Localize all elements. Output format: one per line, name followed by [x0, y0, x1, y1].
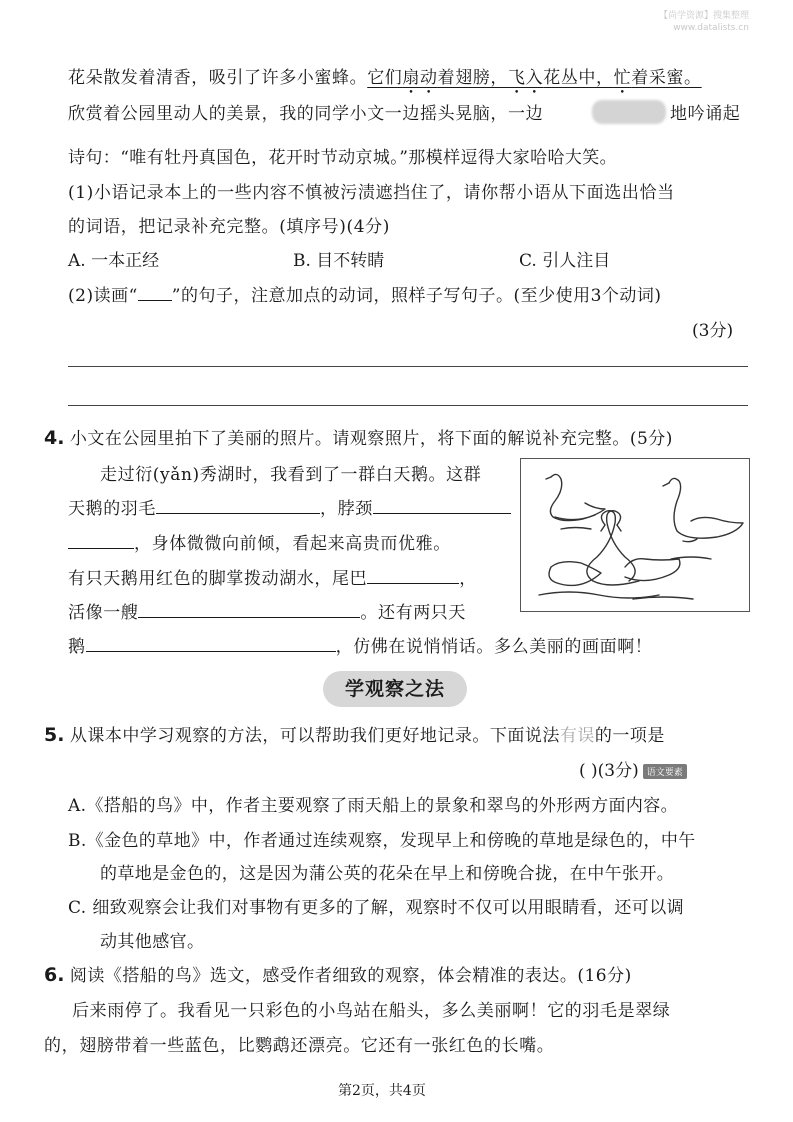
q4-text: ， — [459, 569, 477, 589]
blank-neck[interactable] — [373, 499, 511, 514]
q5-option-c-line2: 动其他感官。 — [100, 932, 205, 952]
q4-text: 。还有两只天 — [360, 603, 467, 623]
q4-text: 有只天鹅用红色的脚掌拨动湖水，尾巴 — [68, 569, 368, 589]
q4-line-4 — [68, 564, 477, 589]
q6-number: 6. — [44, 964, 65, 986]
language-element-tag: 语文要素 — [643, 764, 687, 779]
q5-option-b-line1: B.《金色的草地》中，作者通过连续观察，发现早上和傍晚的草地是绿色的，中午 — [68, 831, 696, 851]
watermark — [659, 10, 749, 34]
q4-stem: 小文在公园里拍下了美丽的照片。请观察照片，将下面的解说补充完整。(5分) — [69, 429, 673, 449]
watermark-line2: www.datalists.cn — [673, 23, 749, 33]
blank-two-swans[interactable] — [86, 637, 336, 652]
blank-feather[interactable] — [156, 499, 320, 514]
q5-option-b-line2: 的草地是金色的，这是因为蒲公英的花朵在早上和傍晚合拢，在中午张开。 — [100, 864, 675, 884]
q4-text: ，脖颈 — [320, 499, 373, 519]
answer-line-1[interactable] — [68, 366, 748, 367]
passage-line-2-right: 地吟诵起 — [670, 104, 741, 124]
dotted-verb: 忙 — [613, 68, 632, 88]
q4-line-3 — [68, 529, 451, 554]
q3-sub1-line1: (1)小语记录本上的一些内容不慎被污渍遮挡住了，请你帮小语从下面选出恰当 — [68, 183, 675, 203]
underlined-sentence — [367, 68, 701, 88]
passage-text: 花朵散发着清香，吸引了许多小蜜蜂。 — [68, 68, 368, 88]
q5-option-c-line1: C. 细致观察会让我们对事物有更多的了解，观察时不仅可以用眼睛看，还可以调 — [68, 898, 685, 918]
q4-text: ，身体微微向前倾，看起来高贵而优雅。 — [134, 534, 451, 554]
passage-line-1 — [68, 63, 702, 98]
passage-line-2-left: 欣赏着公园里动人的美景，我的同学小文一边摇头晃脑，一边 — [68, 104, 544, 124]
q4-line-1: 走过衍(yǎn)秀湖时，我看到了一群白天鹅。这群 — [100, 465, 482, 485]
q4-line-2 — [68, 494, 511, 519]
blank-tail[interactable] — [367, 569, 459, 584]
q3-sub2-prefix: (2)读画“ — [68, 286, 138, 306]
swan-illustration — [521, 459, 749, 611]
q3-option-b: B. 目不转睛 — [293, 251, 385, 271]
sentence-part: 着翅膀， — [437, 68, 509, 88]
q3-sub1-line2: 的词语，把记录补充完整。(填序号)(4分) — [68, 217, 390, 237]
q5-stem: 从课本中学习观察的方法，可以帮助我们更好地记录。下面说法 — [69, 726, 560, 746]
sentence-part: 着采蜜。 — [631, 68, 702, 88]
watermark-line1: 【尚学资源】搜集整理 — [658, 11, 749, 21]
sentence-part: 花丛中， — [543, 68, 614, 88]
section-title: 学观察之法 — [323, 671, 467, 707]
q6-heading — [44, 961, 632, 986]
q6-passage-line2: 的，翅膀带着一些蓝色，比鹦鹉还漂亮。它还有一张红色的长嘴。 — [44, 1036, 555, 1056]
q4-text: 活像一艘 — [68, 603, 139, 623]
q4-line-5 — [68, 598, 466, 623]
q4-number: 4. — [44, 427, 65, 449]
swan-photo — [520, 458, 750, 612]
q6-stem: 阅读《搭船的鸟》选文，感受作者细致的观察，体会精准的表达。(16分) — [69, 966, 632, 986]
q5-option-a: A.《搭船的鸟》中，作者主要观察了雨天船上的景象和翠鸟的外形两方面内容。 — [68, 796, 679, 816]
q3-option-c: C. 引人注目 — [519, 251, 611, 271]
q5-emphasis: 有误 — [559, 726, 595, 746]
q3-option-a: A. 一本正经 — [68, 251, 160, 271]
q4-line-6 — [68, 632, 652, 657]
underline-sample — [138, 286, 172, 301]
dotted-verb: 飞入 — [508, 68, 544, 88]
q5-paren-text: ( )(3分) — [579, 761, 639, 781]
blank-boat[interactable] — [138, 603, 360, 618]
page-footer: 第2页，共4页 — [338, 1083, 426, 1099]
q4-text: 天鹅的羽毛 — [68, 499, 156, 519]
q3-sub2 — [68, 281, 662, 306]
q5-stem-end: 的一项是 — [594, 726, 665, 746]
q4-text: 鹅 — [68, 637, 86, 657]
q5-heading — [44, 721, 665, 746]
q3-sub2-suffix: ”的句子，注意加点的动词，照样子写句子。(至少使用3个动词) — [171, 286, 662, 306]
q4-heading — [44, 424, 673, 449]
q3-sub2-score: (3分) — [692, 321, 734, 341]
dotted-verb: 扇动 — [402, 68, 438, 88]
passage-line-3: 诗句：“唯有牡丹真国色，花开时节动京城。”那模样逗得大家哈哈大笑。 — [68, 148, 618, 168]
sentence-part: 它们 — [367, 68, 403, 88]
q6-passage-line1: 后来雨停了。我看见一只彩色的小鸟站在船头，多么美丽啊！它的羽毛是翠绿 — [72, 1001, 671, 1021]
q4-text: ，仿佛在说悄悄话。多么美丽的画面啊！ — [335, 637, 653, 657]
answer-line-2[interactable] — [68, 405, 748, 406]
ink-stain — [592, 100, 666, 124]
q5-number: 5. — [44, 724, 65, 746]
blank-neck-cont[interactable] — [68, 534, 134, 549]
q5-answer-paren[interactable] — [579, 756, 687, 781]
